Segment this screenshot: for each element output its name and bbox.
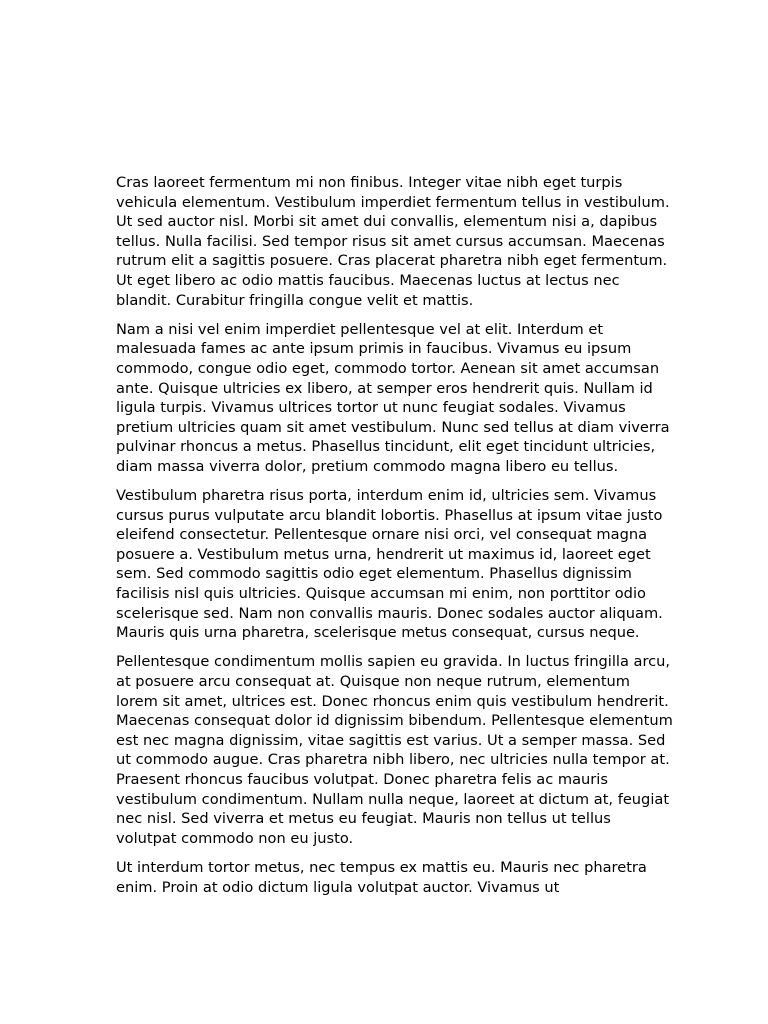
- paragraph-3: Vestibulum pharetra risus porta, interdum enim id, ultricies sem. Vivamus cursus purus vulputate arcu blandit lobortis. Phasellus at ipsum vitae justo eleifend consectetur. Pellentesque ornare nisi orci, vel consequat magna posuere a. Vestibulum metus urna, hendrerit ut maximus id, laoreet eget sem. Sed commodo sagittis odio eget elementum. Phasellus dignissim facilisis nisl quis ultricies. Quisque accumsan mi enim, non porttitor odio scelerisque sed. Nam non convallis mauris. Donec sodales auctor aliquam. Mauris quis urna pharetra, scelerisque metus consequat, cursus neque.: [116, 487, 663, 642]
- paragraph-2: Nam a nisi vel enim imperdiet pellentesque vel at elit. Interdum et malesuada fames ac ante ipsum primis in faucibus. Vivamus eu ipsum commodo, congue odio eget, commodo tortor. Aenean sit amet accumsan ante. Quisque ultricies ex libero, at semper eros hendrerit quis. Nullam id ligula turpis. Vivamus ultrices tortor ut nunc feugiat sodales. Vivamus pretium ultricies quam sit amet vestibulum. Nunc sed tellus at diam viverra pulvinar rhoncus a metus. Phasellus tincidunt, elit eget tincidunt ultricies, diam massa viverra dolor, pretium commodo magna libero eu tellus.: [116, 320, 670, 475]
- paragraph-5: Ut interdum tortor metus, nec tempus ex mattis eu. Mauris nec pharetra enim. Proin at odio dictum ligula volutpat auctor. Vivamus ut: [116, 858, 647, 896]
- paragraph-1: Cras laoreet fermentum mi non finibus. Integer vitae nibh eget turpis vehicula elementum. Vestibulum imperdiet fermentum tellus in vestibulum. Ut sed auctor nisl. Morbi sit amet dui convallis, elementum nisi a, dapibus tellus. Nulla facilisi. Sed tempor risus sit amet cursus accumsan. Maecenas rutrum elit a sagittis posuere. Cras placerat pharetra nibh eget fermentum. Ut eget libero ac odio mattis faucibus. Maecenas luctus at lectus nec blandit. Curabitur fringilla congue velit et mattis.: [116, 174, 670, 309]
- document-body: [116, 173, 676, 907]
- paragraph-4: Pellentesque condimentum mollis sapien eu gravida. In luctus fringilla arcu, at posuere arcu consequat at. Quisque non neque rutrum, elementum lorem sit amet, ultrices est. Donec rhoncus enim quis vestibulum hendrerit. Maecenas consequat dolor id dignissim bibendum. Pellentesque elementum est nec magna dignissim, vitae sagittis est varius. Ut a semper massa. Sed ut commodo augue. Cras pharetra nibh libero, nec ultricies nulla tempor at. Praesent rhoncus faucibus volutpat. Donec pharetra felis ac mauris vestibulum condimentum. Nullam nulla neque, laoreet at dictum at, feugiat nec nisl. Sed viverra et metus eu feugiat. Mauris non tellus ut tellus volutpat commodo non eu justo.: [116, 653, 673, 847]
